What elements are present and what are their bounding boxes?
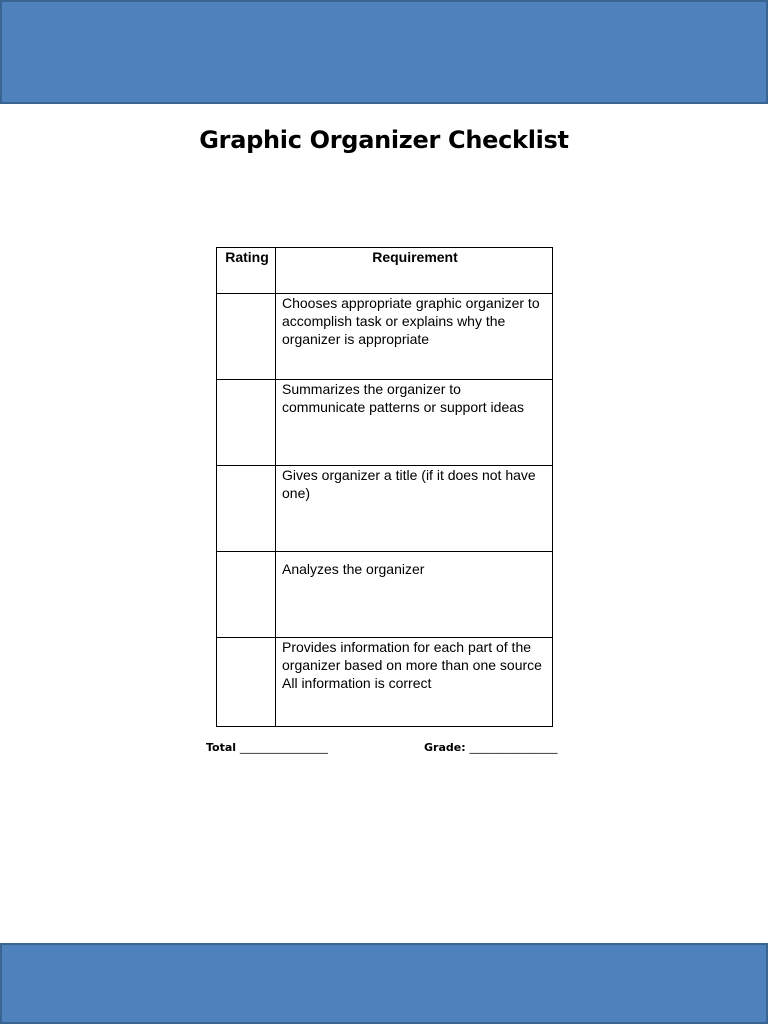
table-row (217, 466, 553, 552)
total-label: Total (206, 741, 237, 754)
grade-label: Grade: (424, 741, 466, 754)
requirement-cell (276, 466, 553, 552)
requirement-text: Analyzes the organizer (282, 561, 425, 577)
table-header-row (217, 248, 553, 294)
rating-cell[interactable] (217, 294, 276, 380)
requirement-cell (276, 380, 553, 466)
page-title: Graphic Organizer Checklist (199, 126, 569, 154)
requirement-text: Provides information for each part of the organizer based on more than one source (282, 639, 542, 673)
table-row (217, 638, 553, 727)
requirement-cell (276, 552, 553, 638)
requirement-cell (276, 638, 553, 727)
table-row (217, 552, 553, 638)
rating-cell[interactable] (217, 380, 276, 466)
requirement-cell (276, 294, 553, 380)
total-field (206, 741, 328, 754)
rating-cell[interactable] (217, 552, 276, 638)
total-blank[interactable]: ________________ (239, 741, 328, 754)
rating-column-header: Rating (217, 248, 276, 294)
bottom-color-band (0, 943, 768, 1024)
table-row (217, 294, 553, 380)
grade-blank[interactable]: ________________ (469, 741, 558, 754)
requirement-column-header: Requirement (276, 248, 553, 294)
requirement-text: Gives organizer a title (if it does not have one) (282, 467, 536, 501)
requirement-extra-text: All information is correct (282, 675, 432, 691)
rating-cell[interactable] (217, 466, 276, 552)
grade-field (424, 741, 557, 754)
requirement-text: Chooses appropriate graphic organizer to accomplish task or explains why the organizer is appropriate (282, 295, 540, 347)
requirement-spacer (282, 552, 548, 560)
table-row (217, 380, 553, 466)
rating-cell[interactable] (217, 638, 276, 727)
checklist-table (216, 247, 553, 727)
top-color-band (0, 0, 768, 104)
requirement-text: Summarizes the organizer to communicate patterns or support ideas (282, 381, 525, 415)
